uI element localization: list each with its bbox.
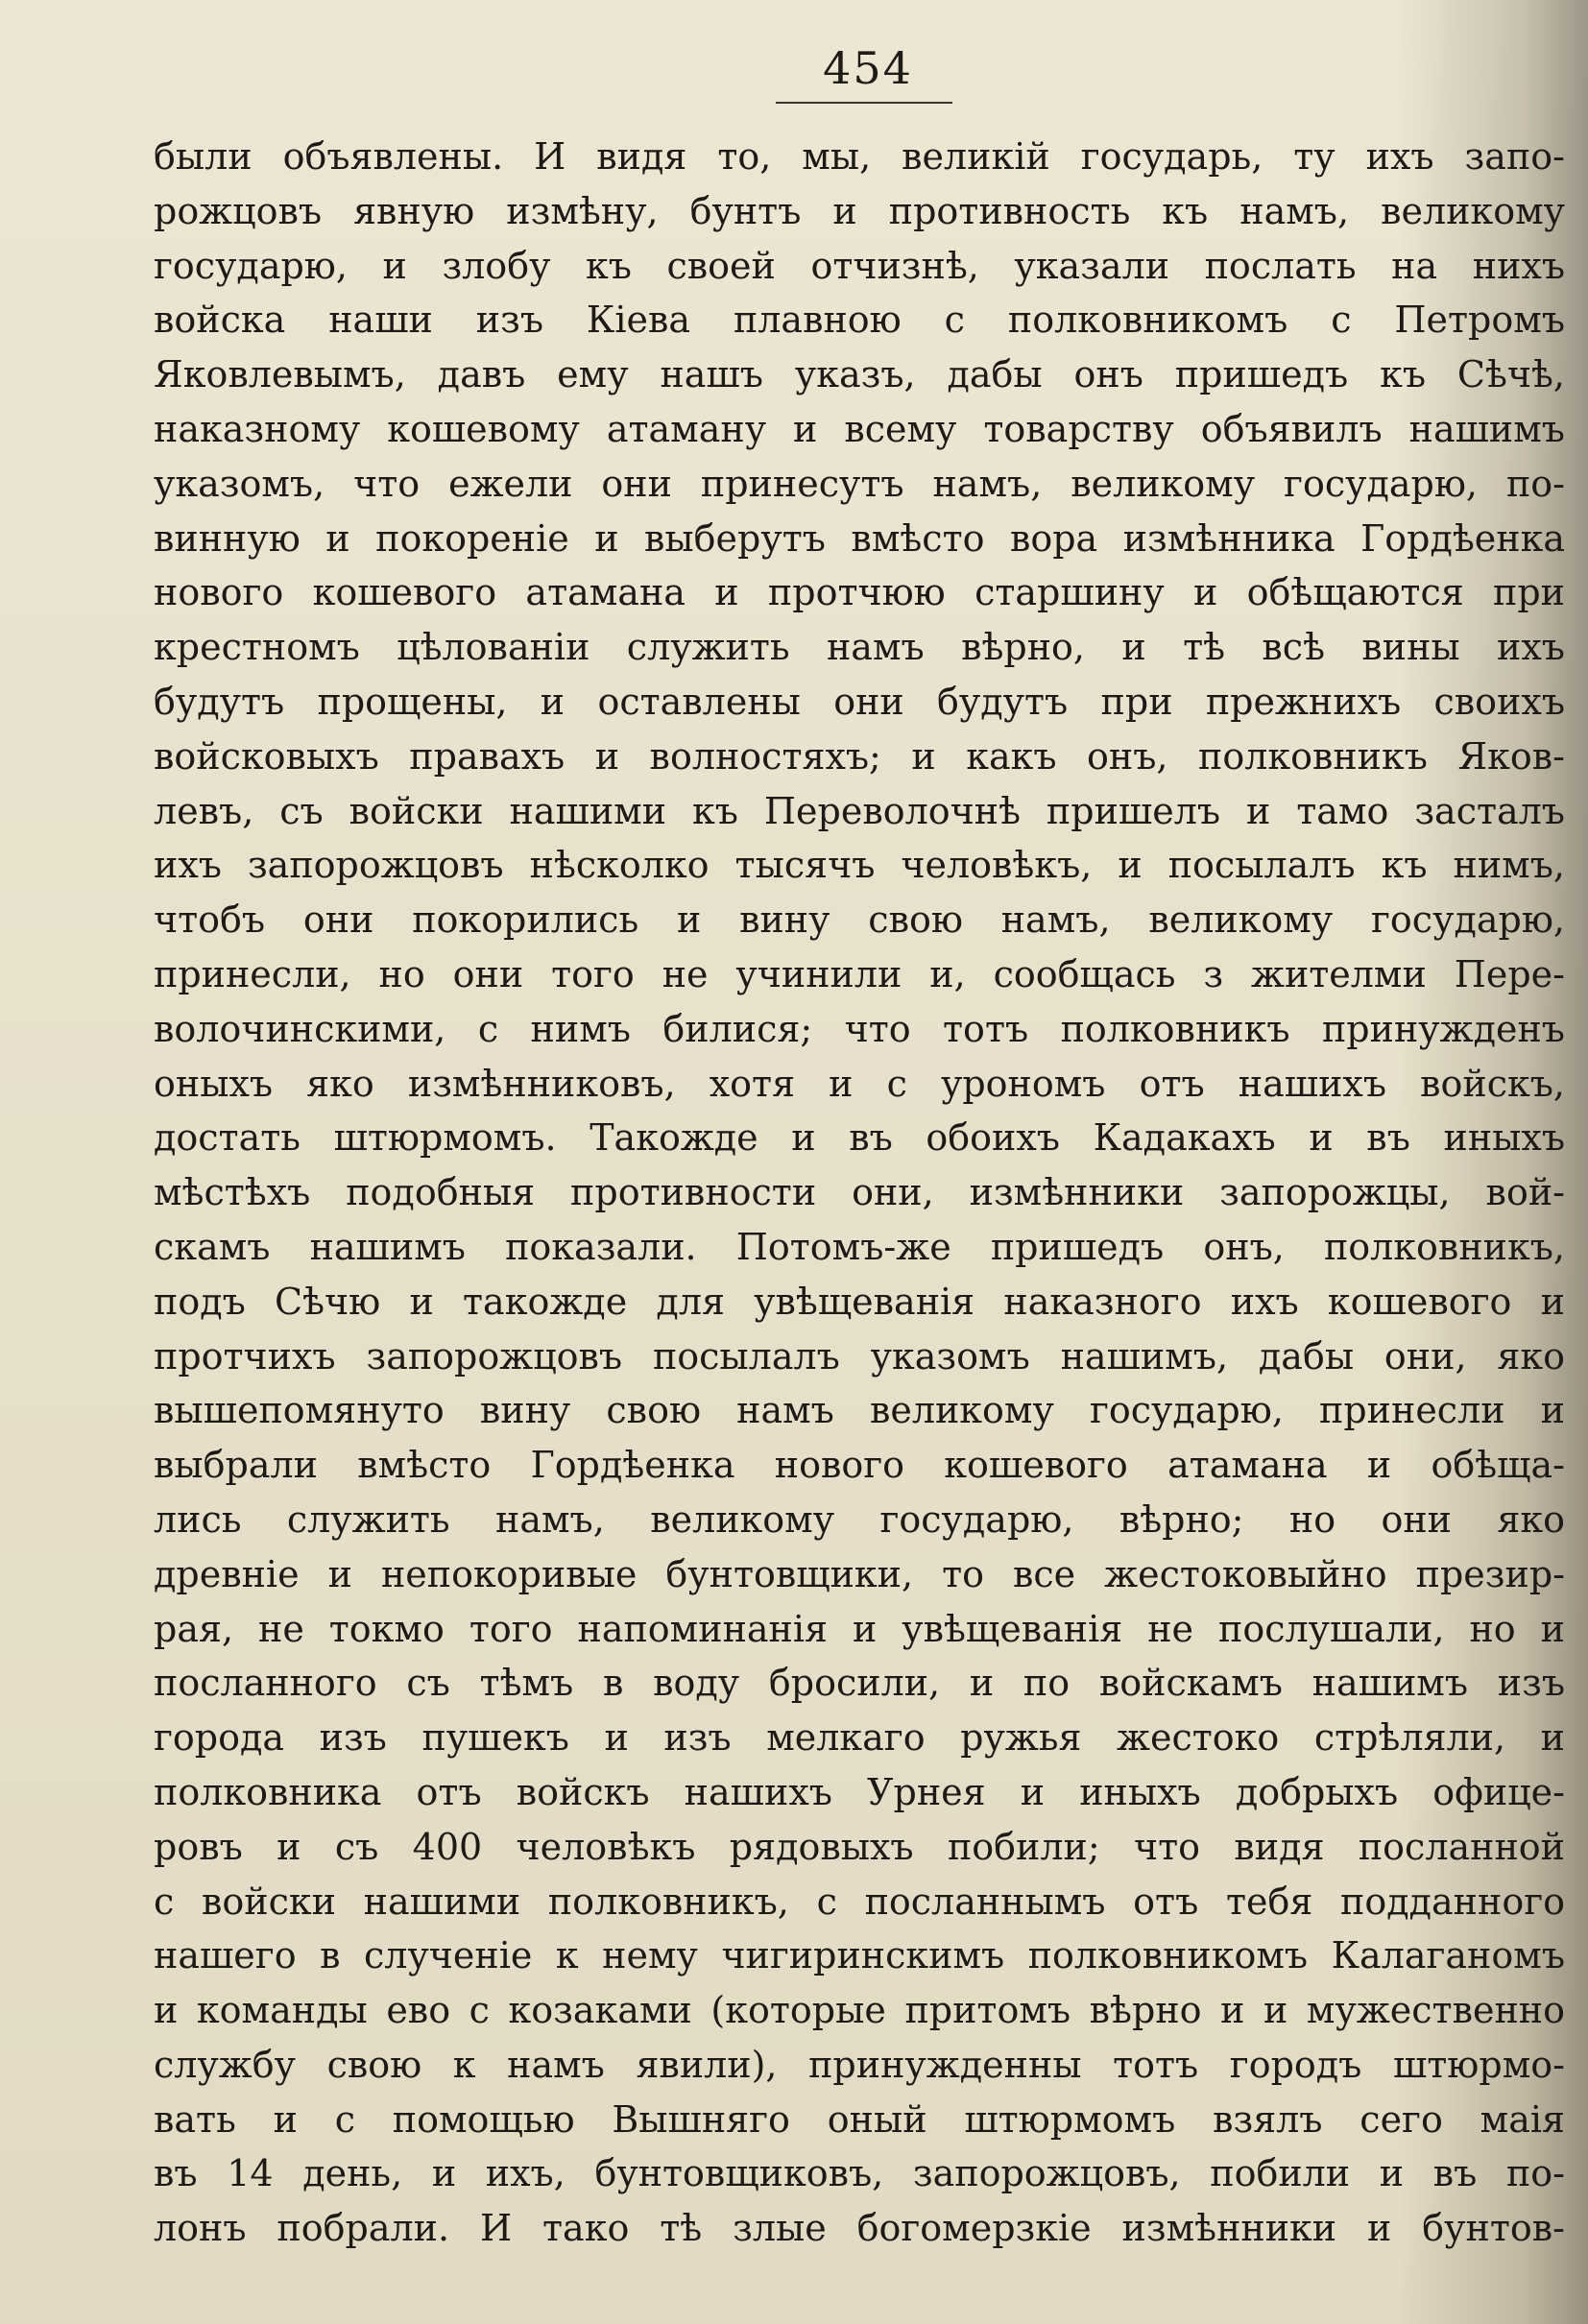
- text-line: подъ Сѣчю и такожде для увѣщеванія наказного ихъ кошевого и: [154, 1280, 1565, 1323]
- text-line: крестномъ цѣлованіи служить намъ вѣрно, и тѣ всѣ вины ихъ: [154, 626, 1565, 669]
- text-line: войсковыхъ правахъ и волностяхъ; и какъ онъ, полковникъ Яков-: [154, 734, 1565, 778]
- text-line: принесли, но они того не учинили и, сообщась з жителми Пере-: [154, 952, 1565, 995]
- text-line: города изъ пушекъ и изъ мелкаго ружья жестоко стрѣляли, и: [154, 1716, 1565, 1760]
- text-line: с войски нашими полковникъ, с посланнымъ отъ тебя подданного: [154, 1880, 1565, 1923]
- text-line: въ 14 день, и ихъ, бунтовщиковъ, запорожцовъ, побили и въ по-: [154, 2152, 1565, 2195]
- text-line: ихъ запорожцовъ нѣсколко тысячъ человѣкъ, и посылалъ къ нимъ,: [154, 844, 1565, 887]
- text-line: будутъ прощены, и оставлены они будутъ при прежнихъ своихъ: [154, 680, 1565, 723]
- text-line: указомъ, что ежели они принесутъ намъ, великому государю, по-: [154, 462, 1565, 505]
- text-line: были объявлены. И видя то, мы, великій государь, ту ихъ запо-: [154, 135, 1565, 178]
- text-line: волочинскими, с нимъ билися; что тотъ полковникъ принужденъ: [154, 1007, 1565, 1050]
- text-line: винную и покореніе и выберутъ вмѣсто вора измѣнника Гордѣенка: [154, 516, 1565, 560]
- text-line: скамъ нашимъ показали. Потомъ-же пришедъ онъ, полковникъ,: [154, 1225, 1565, 1268]
- text-line: нового кошевого атамана и протчюю старшину и обѣщаются при: [154, 571, 1565, 614]
- text-line: наказному кошевому атаману и всему товарству объявилъ нашимъ: [154, 407, 1565, 450]
- text-line: рожцовъ явную измѣну, бунтъ и противность къ намъ, великому: [154, 189, 1565, 232]
- text-line: посланного съ тѣмъ в воду бросили, и по войскамъ нашимъ изъ: [154, 1662, 1565, 1705]
- text-line: левъ, съ войски нашими къ Переволочнѣ пришелъ и тамо засталъ: [154, 789, 1565, 832]
- body-text: [154, 130, 1565, 2256]
- text-line: полковника отъ войскъ нашихъ Урнея и иныхъ добрыхъ офице-: [154, 1770, 1565, 1813]
- text-line: государю, и злобу къ своей отчизнѣ, указали послать на нихъ: [154, 244, 1565, 287]
- text-line: протчихъ запорожцовъ посылалъ указомъ нашимъ, дабы они, яко: [154, 1334, 1565, 1378]
- text-line: Яковлевымъ, давъ ему нашъ указъ, дабы онъ пришедъ къ Сѣчѣ,: [154, 353, 1565, 396]
- text-line: древніе и непокоривые бунтовщики, то все жестоковыйно презир-: [154, 1552, 1565, 1595]
- text-line: лонъ побрали. И тако тѣ злые богомерзкіе измѣнники и бунтов-: [154, 2207, 1565, 2250]
- text-line: выбрали вмѣсто Гордѣенка нового кошевого атамана и обѣща-: [154, 1444, 1565, 1487]
- text-line: чтобъ они покорились и вину свою намъ, великому государю,: [154, 898, 1565, 942]
- text-line: оныхъ яко измѣнниковъ, хотя и с урономъ отъ нашихъ войскъ,: [154, 1062, 1565, 1105]
- text-line: вать и с помощью Вышняго оный штюрмомъ взялъ сего маія: [154, 2097, 1565, 2141]
- text-line: достать штюрмомъ. Такожде и въ обоихъ Кадакахъ и въ иныхъ: [154, 1116, 1565, 1160]
- header-rule: [776, 102, 952, 104]
- text-line: службу свою к намъ явили), принужденны тотъ городъ штюрмо-: [154, 2043, 1565, 2086]
- text-line: лись служить намъ, великому государю, вѣрно; но они яко: [154, 1497, 1565, 1541]
- text-line: мѣстѣхъ подобныя противности они, измѣнники запорожцы, вой-: [154, 1171, 1565, 1214]
- text-line: и команды ево с козаками (которые притомъ вѣрно и и мужественно: [154, 1989, 1565, 2032]
- text-line: войска наши изъ Кіева плавною с полковникомъ с Петромъ: [154, 299, 1565, 342]
- page-number: 454: [823, 42, 913, 94]
- text-line: ровъ и съ 400 человѣкъ рядовыхъ побили; что видя посланной: [154, 1825, 1565, 1868]
- text-line: нашего в слученіе к нему чигиринскимъ полковникомъ Калаганомъ: [154, 1934, 1565, 1977]
- text-line: вышепомянуто вину свою намъ великому государю, принесли и: [154, 1389, 1565, 1432]
- text-line: рая, не токмо того напоминанія и увѣщеванія не послушали, но и: [154, 1607, 1565, 1650]
